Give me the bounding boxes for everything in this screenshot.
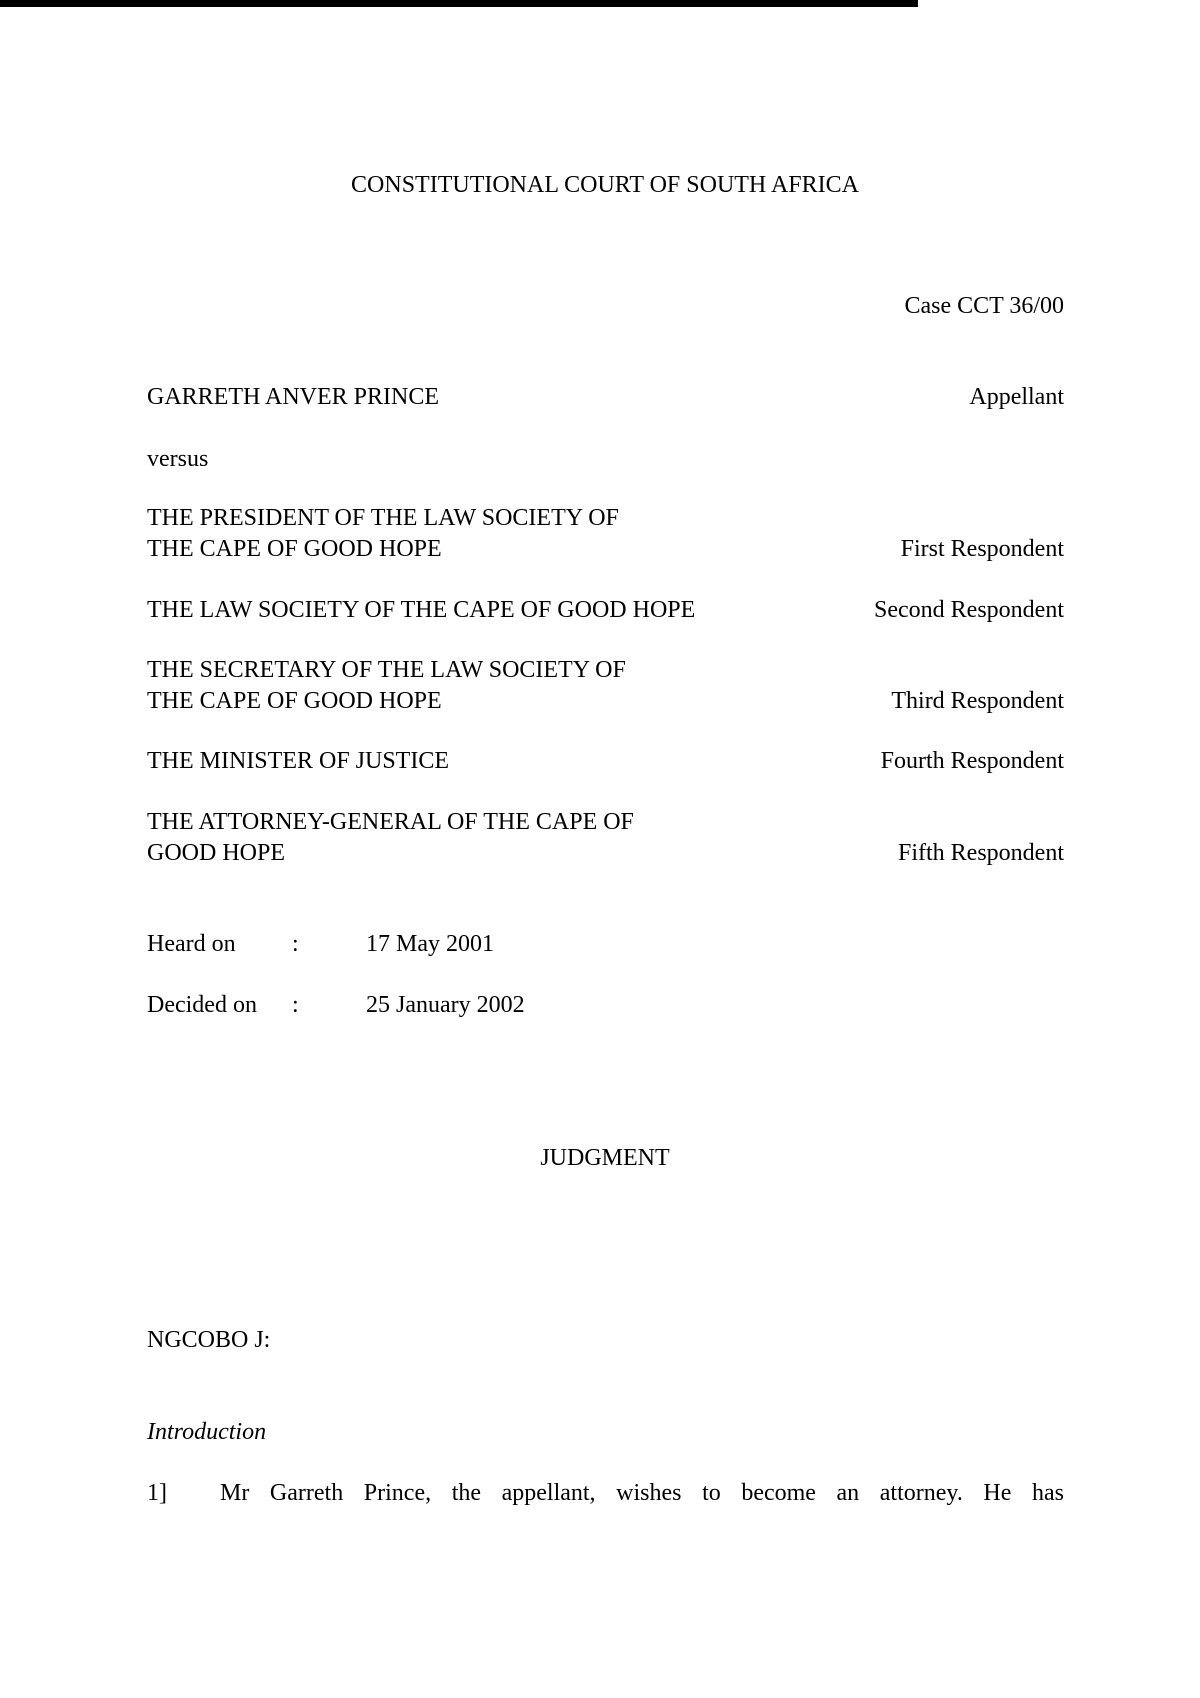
party-third-respondent-name-line-2: THE CAPE OF GOOD HOPE	[147, 688, 442, 714]
court-title: CONSTITUTIONAL COURT OF SOUTH AFRICA	[351, 172, 859, 198]
paragraph-text: Mr Garreth Prince, the appellant, wishes to become an attorney. He has	[220, 1480, 1064, 1506]
party-first-respondent-name-line-1: THE PRESIDENT OF THE LAW SOCIETY OF	[147, 505, 619, 531]
party-fifth-respondent-role: Fifth Respondent	[898, 840, 1064, 866]
judgment-title: JUDGMENT	[540, 1145, 670, 1171]
party-third-respondent-name-line-1: THE SECRETARY OF THE LAW SOCIETY OF	[147, 657, 626, 683]
party-second-respondent-name: THE LAW SOCIETY OF THE CAPE OF GOOD HOPE	[147, 597, 696, 623]
party-fourth-respondent-name: THE MINISTER OF JUSTICE	[147, 748, 450, 774]
paragraph-number: 1]	[147, 1480, 167, 1506]
heard-on-colon: :	[292, 931, 299, 957]
party-fifth-respondent-name-line-2: GOOD HOPE	[147, 840, 285, 866]
party-appellant-name: GARRETH ANVER PRINCE	[147, 384, 440, 410]
judge-name: NGCOBO J:	[147, 1327, 271, 1353]
party-fifth-respondent-name-line-1: THE ATTORNEY-GENERAL OF THE CAPE OF	[147, 809, 634, 835]
section-heading: Introduction	[147, 1419, 267, 1445]
party-appellant-role: Appellant	[969, 384, 1064, 410]
party-first-respondent-name-line-2: THE CAPE OF GOOD HOPE	[147, 536, 442, 562]
top-rule	[0, 0, 918, 7]
decided-on-date: 25 January 2002	[366, 992, 525, 1018]
decided-on-colon: :	[292, 992, 299, 1018]
heard-on-label: Heard on	[147, 931, 236, 957]
party-first-respondent-role: First Respondent	[900, 536, 1064, 562]
heard-on-date: 17 May 2001	[366, 931, 494, 957]
decided-on-label: Decided on	[147, 992, 257, 1018]
case-number: Case CCT 36/00	[904, 293, 1064, 319]
versus-label: versus	[147, 446, 209, 472]
party-third-respondent-role: Third Respondent	[891, 688, 1064, 714]
party-fourth-respondent-role: Fourth Respondent	[880, 748, 1064, 774]
party-second-respondent-role: Second Respondent	[874, 597, 1064, 623]
